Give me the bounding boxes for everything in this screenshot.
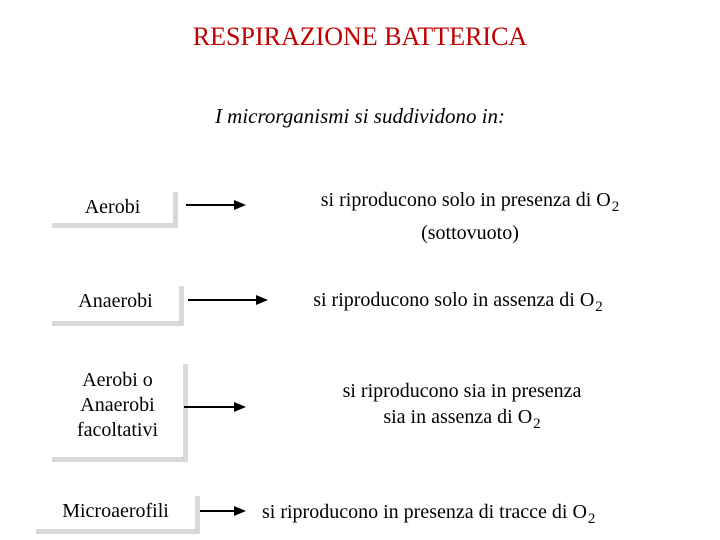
arrow-icon bbox=[186, 198, 246, 212]
category-box-microaerofili bbox=[36, 496, 200, 534]
slide-subtitle: I microrganismi si suddividono in: bbox=[214, 104, 506, 128]
arrow-icon bbox=[188, 293, 268, 307]
subscript: 2 bbox=[595, 299, 603, 315]
description-anaerobi: si riproducono solo in assenza di $O_2$ bbox=[313, 289, 603, 315]
category-box-facoltativi: Aerobi o Anaerobi facoltativi bbox=[52, 364, 188, 462]
arrow-icon bbox=[200, 504, 246, 518]
description-aerobi: si riproducono solo in presenza di $O_2$ (sottovuoto) bbox=[320, 189, 620, 244]
category-box-aerobi bbox=[52, 192, 178, 228]
slide-title: RESPIRAZIONE BATTERICA bbox=[192, 22, 528, 51]
category-label: Microaerofili bbox=[62, 500, 169, 522]
category-label: Aerobi bbox=[84, 196, 141, 218]
description-microaerofili: si riproducono in presenza di tracce di $O_2$ bbox=[262, 501, 596, 527]
arrow-icon bbox=[184, 400, 246, 414]
category-label: Anaerobi bbox=[78, 290, 153, 312]
description-facoltativi: si riproducono sia in presenza sia in assenza di $O_2$ bbox=[342, 380, 582, 432]
subscript: 2 bbox=[533, 416, 541, 432]
category-box-anaerobi bbox=[52, 286, 184, 326]
subscript: 2 bbox=[587, 511, 596, 527]
subscript: 2 bbox=[611, 199, 620, 215]
